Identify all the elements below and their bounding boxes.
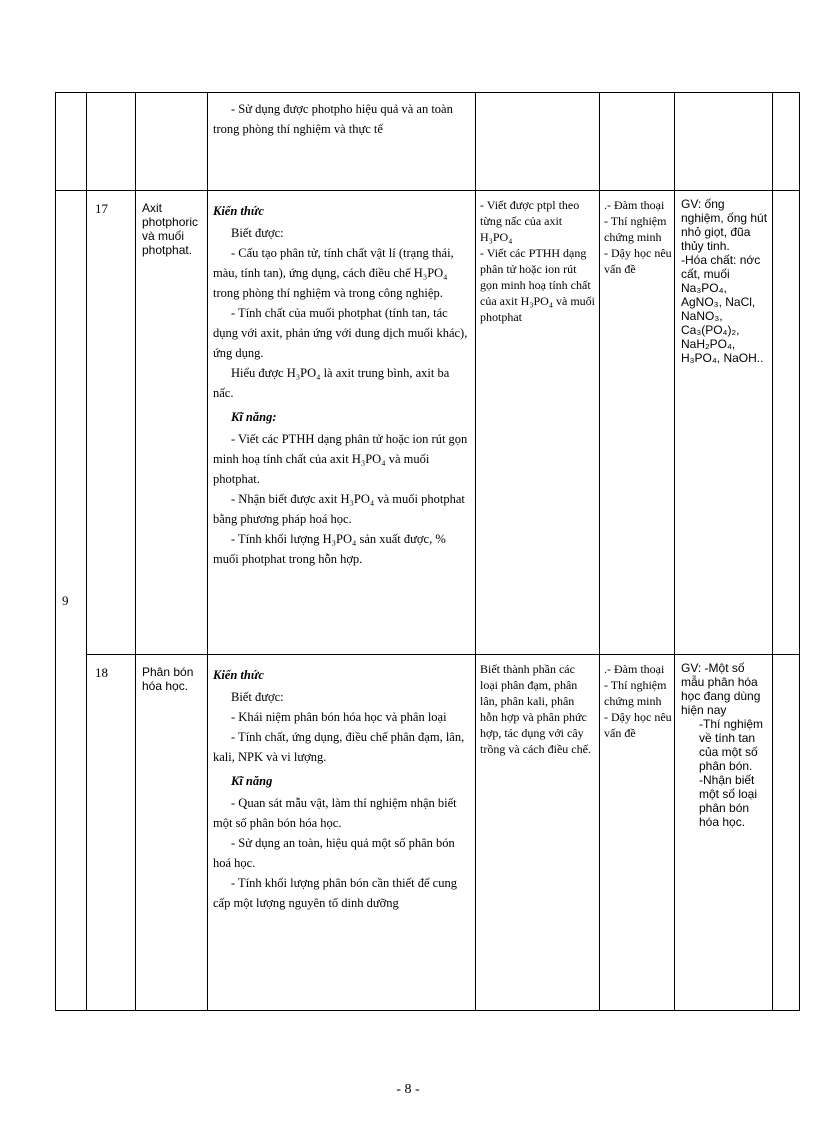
- equipment-line: GV: ống nghiệm, ống hút nhỏ giọt, đũa thủy tinh.: [681, 197, 768, 253]
- knowledge-line: Biết được:: [231, 226, 284, 240]
- objective-text: - Sử dụng được photpho hiệu quả và an toàn trong phòng thí nghiệm và thực tế: [213, 102, 453, 136]
- table-row-lesson-17: [56, 191, 800, 655]
- method-cell: [600, 191, 675, 655]
- objective-cell: [208, 93, 476, 191]
- equipment-line: -Thí nghiệm về tính tan của một số phân bón.: [699, 717, 764, 773]
- knowledge-heading: Kiến thức: [213, 204, 264, 218]
- knowledge-line: Hiểu được H₃PO₄ là axit trung bình, axit ba nấc.: [213, 366, 450, 400]
- note-cell: [773, 655, 800, 1011]
- method-text: .- Đàm thoại - Thí nghiệm chứng minh - Dậy học nêu vấn đề: [604, 198, 672, 276]
- table-row-top: [56, 93, 800, 191]
- week-number: 9: [62, 592, 69, 608]
- lesson-number-cell: [87, 93, 136, 191]
- table-row-lesson-18: [56, 655, 800, 1011]
- method-cell: [600, 93, 675, 191]
- equipment-line: -Hóa chất: nớc cất, muối Na₃PO₄, AgNO₃, NaCl, NaNO₃, Ca₃(PO₄)₂, NaH₂PO₄, H₃PO₄, NaOH..: [681, 253, 764, 365]
- knowledge-line: - Tính chất, ứng dụng, điều chế phân đạm, lân, kali, NPK và vi lượng.: [213, 730, 465, 764]
- equipment-cell: [675, 655, 773, 1011]
- lesson-number: 17: [95, 201, 108, 216]
- skills-line: - Sử dụng an toàn, hiệu quả một số phân bón hoá học.: [213, 836, 455, 870]
- lesson-name: Phân bón hóa học.: [142, 665, 194, 693]
- skills-heading: Kĩ năng:: [231, 410, 277, 424]
- objective-cell: [208, 655, 476, 1011]
- lesson-name-cell: [136, 655, 208, 1011]
- method-cell: [600, 655, 675, 1011]
- skills-line: - Nhận biết được axit H₃PO₄ và muối photphat bằng phương pháp hoá học.: [213, 492, 465, 526]
- activity-cell: [476, 191, 600, 655]
- note-cell: [773, 191, 800, 655]
- note-cell: [773, 93, 800, 191]
- knowledge-line: Biết được:: [231, 690, 284, 704]
- equipment-cell: [675, 191, 773, 655]
- lesson-rows-table: [55, 190, 800, 1011]
- page-number: - 8 -: [396, 1082, 420, 1097]
- equipment-line: GV: -Một số mẫu phân hóa học đang dùng hiện nay: [681, 661, 761, 717]
- knowledge-line: - Tính chất của muối photphat (tính tan, tác dụng với axit, phản ứng với dung dịch muối khác), ứng dụng.: [213, 306, 468, 360]
- activity-text: Biết thành phần các loại phân đạm, phân lân, phân kali, phân hỗn hợp và phân phức hợp, tác dụng với cây trồng và cách điều chế.: [480, 662, 591, 756]
- knowledge-line: - Khái niệm phân bón hóa học và phân loại: [231, 710, 447, 724]
- skills-line: - Tính khối lượng phân bón cần thiết để cung cấp một lượng nguyên tố dinh dưỡng: [213, 876, 457, 910]
- lesson-name-cell: [136, 93, 208, 191]
- skills-line: - Viết các PTHH dạng phân tử hoặc ion rút gọn minh hoạ tính chất của axit H₃PO₄ và muối photphat.: [213, 432, 468, 486]
- skills-heading: Kĩ năng: [231, 774, 273, 788]
- lesson-name: Axit photphoric và muối photphat.: [142, 201, 199, 257]
- equipment-cell: [675, 93, 773, 191]
- week-cell: [56, 191, 87, 1011]
- lesson-plan-table: [55, 92, 800, 191]
- knowledge-heading: Kiến thức: [213, 668, 264, 682]
- lesson-name-cell: [136, 191, 208, 655]
- objective-cell: [208, 191, 476, 655]
- lesson-number-cell: [87, 191, 136, 655]
- equipment-line: -Nhận biết một số loại phân bón hóa học.: [699, 773, 758, 829]
- skills-line: - Tính khối lượng H₃PO₄ sản xuất được, % muối photphat trong hỗn hợp.: [213, 532, 446, 566]
- knowledge-line: - Cấu tạo phân tử, tính chất vật lí (trạng thái, màu, tính tan), ứng dụng, cách điều chế H₃PO₄ trong phòng thí nghiệm và trong công nghiệp.: [213, 246, 454, 300]
- skills-line: - Quan sát mẫu vật, làm thí nghiệm nhận biết một số phân bón hóa học.: [213, 796, 457, 830]
- method-text: .- Đàm thoại - Thí nghiệm chứng minh - Dậy học nêu vấn đề: [604, 662, 672, 740]
- activity-cell: [476, 655, 600, 1011]
- week-cell: [56, 93, 87, 191]
- activity-cell: [476, 93, 600, 191]
- lesson-number: 18: [95, 665, 108, 680]
- lesson-number-cell: [87, 655, 136, 1011]
- activity-text: - Viết được ptpl theo từng nấc của axit H₃PO₄ - Viết các PTHH dạng phân tử hoặc ion rút gọn minh hoạ tính chất của axit H₃PO₄ và muối photphat: [480, 198, 596, 324]
